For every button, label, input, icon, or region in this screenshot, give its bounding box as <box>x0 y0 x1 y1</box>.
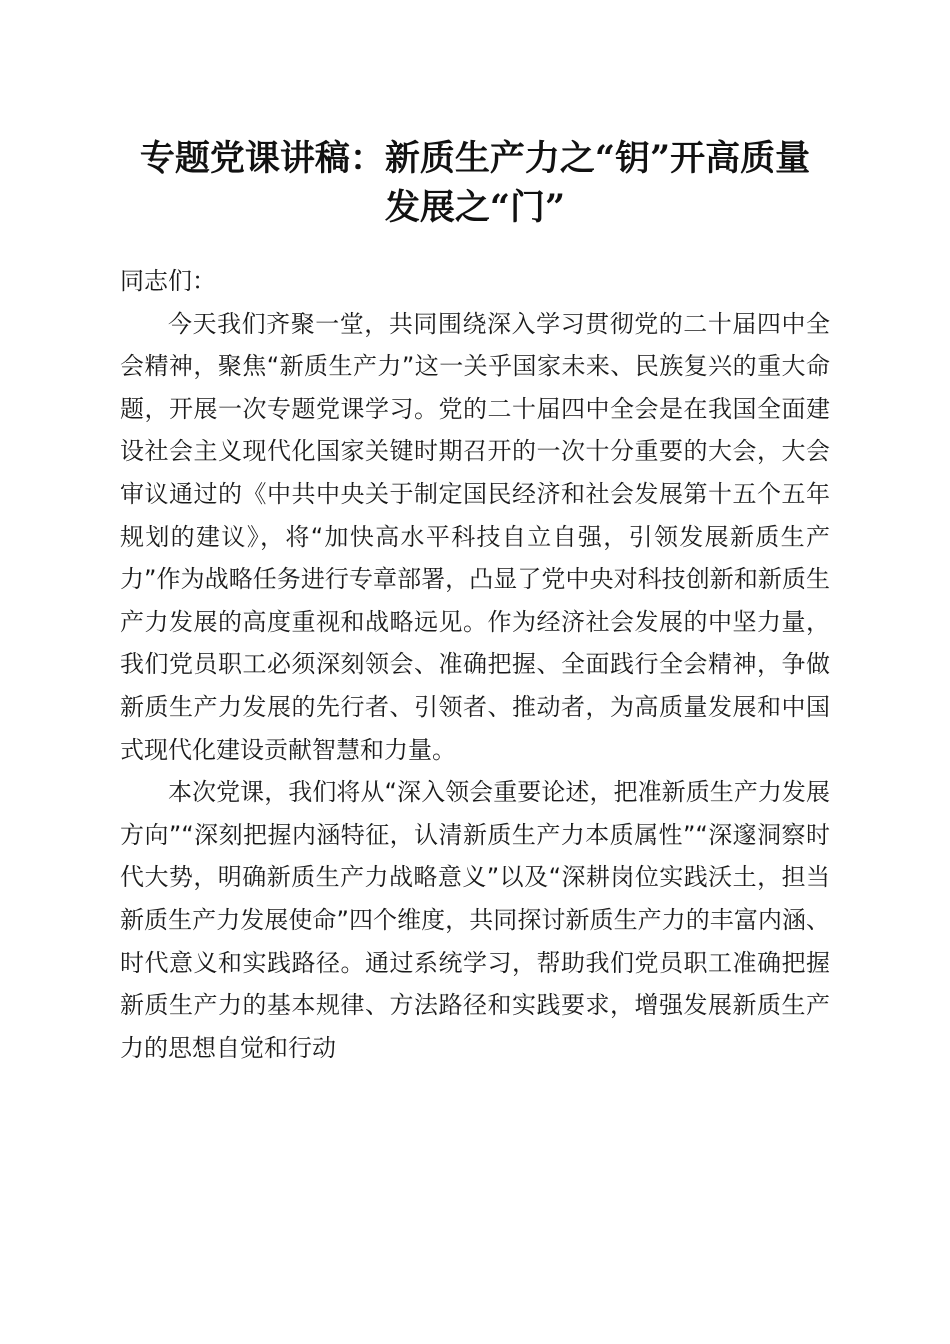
document-title <box>120 134 830 232</box>
salutation: 同志们： <box>120 267 216 295</box>
document-page <box>120 0 830 1344</box>
paragraph-1: 今天我们齐聚一堂，共同围绕深入学习贯彻党的二十届四中全会精神，聚焦“新质生产力”这一关乎国家未来、民族复兴的重大命题，开展一次专题党课学习。党的二十届四中全会是在我国全面建设社会主义现代化国家关键时期召开的一次十分重要的大会，大会审议通过的《中共中央关于制定国民经济和社会发展第十五个五年规划的建议》，将“加快高水平科技自立自强，引领发展新质生产力”作为战略任务进行专章部署，凸显了党中央对科技创新和新质生产力发展的高度重视和战略远见。作为经济社会发展的中坚力量，我们党员职工必须深刻领会、准确把握、全面践行全会精神，争做新质生产力发展的先行者、引领者、推动者，为高质量发展和中国式现代化建设贡献智慧和力量。 <box>120 309 830 764</box>
document-body <box>120 260 830 1069</box>
title-line-2: 发展之“门” <box>384 187 566 228</box>
title-line-1: 专题党课讲稿：新质生产力之“钥”开高质量 <box>139 138 811 179</box>
paragraph-2: 本次党课，我们将从“深入领会重要论述，把准新质生产力发展方向”“深刻把握内涵特征，认清新质生产力本质属性”“深邃洞察时代大势，明确新质生产力战略意义”以及“深耕岗位实践沃土，担当新质生产力发展使命”四个维度，共同探讨新质生产力的丰富内涵、时代意义和实践路径。通过系统学习，帮助我们党员职工准确把握新质生产力的基本规律、方法路径和实践要求，增强发展新质生产力的思想自觉和行动 <box>120 778 830 1062</box>
